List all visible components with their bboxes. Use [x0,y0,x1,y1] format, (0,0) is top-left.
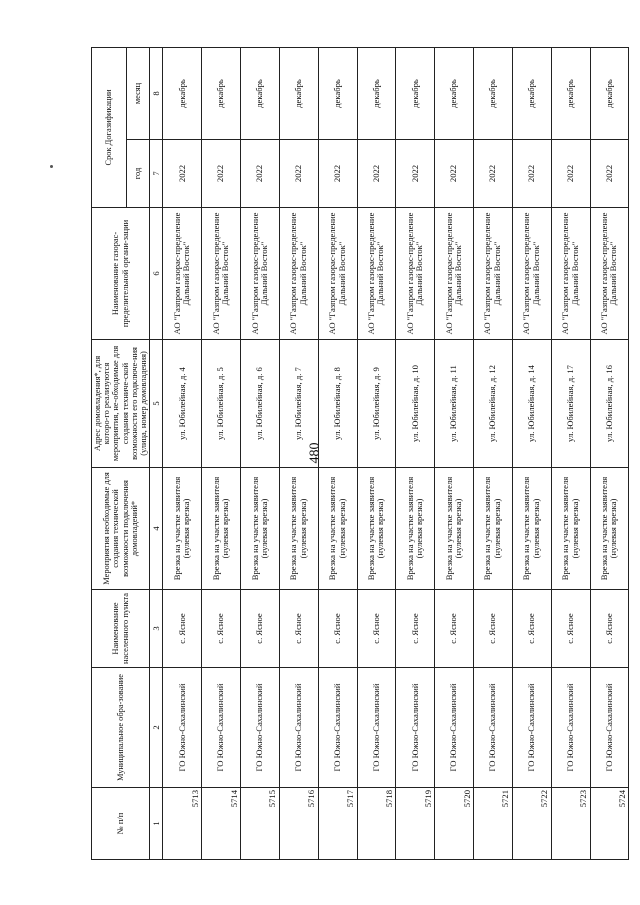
row-settlement: с. Ясное [551,590,590,668]
row-month: декабрь [396,47,435,139]
row-settlement: с. Ясное [474,590,513,668]
col-number: 3 [150,590,163,668]
row-address: ул. Юбилейная, д. 9 [357,340,396,468]
row-settlement: с. Ясное [241,590,280,668]
row-municipality: ГО Южно-Сахалинский [590,668,629,788]
row-municipality: ГО Южно-Сахалинский [318,668,357,788]
gasification-table [91,47,629,860]
row-address: ул. Юбилейная, д. 10 [396,340,435,468]
row-settlement: с. Ясное [590,590,629,668]
scan-speck [50,165,53,168]
row-org: АО "Газпром газорас-пределение Дальний Восток" [512,208,551,340]
table-row [435,47,474,859]
header-org: Наименование газорас-пределительной органи-зации [92,208,150,340]
row-settlement: с. Ясное [163,590,202,668]
row-year: 2022 [512,140,551,208]
row-month: декабрь [551,47,590,139]
row-year: 2022 [590,140,629,208]
row-address: ул. Юбилейная, д. 12 [474,340,513,468]
row-measure: Врезка на участке заявителя (нулевая врезка) [318,468,357,590]
table-row [202,47,241,859]
row-month: декабрь [590,47,629,139]
row-measure: Врезка на участке заявителя (нулевая врезка) [357,468,396,590]
col-number: 2 [150,668,163,788]
row-settlement: с. Ясное [357,590,396,668]
table-row [396,47,435,859]
table-row [551,47,590,859]
row-month: декабрь [202,47,241,139]
row-num: 5719 [396,788,435,860]
table-row [590,47,629,859]
row-measure: Врезка на участке заявителя (нулевая врезка) [590,468,629,590]
row-num: 5724 [590,788,629,860]
table-row [241,47,280,859]
row-org: АО "Газпром газорас-пределение Дальний Восток" [396,208,435,340]
row-year: 2022 [318,140,357,208]
row-num: 5714 [202,788,241,860]
col-number: 4 [150,468,163,590]
row-measure: Врезка на участке заявителя (нулевая врезка) [396,468,435,590]
row-address: ул. Юбилейная, д. 7 [279,340,318,468]
row-month: декабрь [318,47,357,139]
row-year: 2022 [474,140,513,208]
header-num: № п/п [92,788,150,860]
col-number: 7 [150,140,163,208]
row-address: ул. Юбилейная, д. 5 [202,340,241,468]
row-municipality: ГО Южно-Сахалинский [163,668,202,788]
row-org: АО "Газпром газорас-пределение Дальний Восток" [279,208,318,340]
row-measure: Врезка на участке заявителя (нулевая врезка) [474,468,513,590]
rotated-table-wrapper [91,48,625,860]
row-month: декабрь [357,47,396,139]
row-num: 5723 [551,788,590,860]
row-year: 2022 [357,140,396,208]
row-settlement: с. Ясное [279,590,318,668]
row-num: 5722 [512,788,551,860]
row-org: АО "Газпром газорас-пределение Дальний Восток" [241,208,280,340]
col-number: 8 [150,47,163,139]
row-num: 5717 [318,788,357,860]
row-municipality: ГО Южно-Сахалинский [474,668,513,788]
row-municipality: ГО Южно-Сахалинский [396,668,435,788]
row-year: 2022 [396,140,435,208]
row-month: декабрь [241,47,280,139]
row-measure: Врезка на участке заявителя (нулевая врезка) [435,468,474,590]
row-address: ул. Юбилейная, д. 14 [512,340,551,468]
row-measure: Врезка на участке заявителя (нулевая врезка) [163,468,202,590]
row-year: 2022 [551,140,590,208]
row-municipality: ГО Южно-Сахалинский [279,668,318,788]
col-number: 1 [150,788,163,860]
row-municipality: ГО Южно-Сахалинский [435,668,474,788]
col-number: 6 [150,208,163,340]
row-month: декабрь [474,47,513,139]
row-year: 2022 [435,140,474,208]
row-measure: Врезка на участке заявителя (нулевая врезка) [202,468,241,590]
row-municipality: ГО Южно-Сахалинский [551,668,590,788]
row-year: 2022 [279,140,318,208]
row-address: ул. Юбилейная, д. 8 [318,340,357,468]
header-month: месяц [126,47,150,139]
row-month: декабрь [279,47,318,139]
table-body [163,47,629,859]
row-num: 5715 [241,788,280,860]
row-address: ул. Юбилейная, д. 11 [435,340,474,468]
row-month: декабрь [163,47,202,139]
row-year: 2022 [202,140,241,208]
row-address: ул. Юбилейная, д. 16 [590,340,629,468]
header-settlement: Наименование населенного пункта [92,590,150,668]
row-settlement: с. Ясное [202,590,241,668]
row-measure: Врезка на участке заявителя (нулевая врезка) [241,468,280,590]
row-measure: Врезка на участке заявителя (нулевая врезка) [551,468,590,590]
row-address: ул. Юбилейная, д. 6 [241,340,280,468]
row-municipality: ГО Южно-Сахалинский [357,668,396,788]
row-settlement: с. Ясное [318,590,357,668]
row-settlement: с. Ясное [512,590,551,668]
table-row [357,47,396,859]
row-num: 5718 [357,788,396,860]
table-row [163,47,202,859]
row-measure: Врезка на участке заявителя (нулевая врезка) [512,468,551,590]
row-org: АО "Газпром газорас-пределение Дальний Восток" [551,208,590,340]
row-num: 5716 [279,788,318,860]
row-org: АО "Газпром газорас-пределение Дальний Восток" [357,208,396,340]
row-month: декабрь [512,47,551,139]
page-number: 480 [307,442,323,464]
row-settlement: с. Ясное [396,590,435,668]
header-address: Адрес домовладения*, для которо-го реализуются мероприятия, не-обходимые для создания техниче-ской возможности его подключе-ния (улица, номер домовладения) [92,340,150,468]
table-row [279,47,318,859]
column-numbers-row [150,47,163,859]
row-org: АО "Газпром газорас-пределение Дальний Восток" [163,208,202,340]
header-municipality: Муниципальное обра-зование [92,668,150,788]
row-year: 2022 [241,140,280,208]
header-measure: Мероприятия необходимые для создания технической возможности подключения домовладений* [92,468,150,590]
row-year: 2022 [163,140,202,208]
table-row [474,47,513,859]
row-org: АО "Газпром газорас-пределение Дальний Восток" [202,208,241,340]
header-deadline: Срок Догазификации [92,47,127,207]
row-num: 5713 [163,788,202,860]
row-month: декабрь [435,47,474,139]
row-num: 5720 [435,788,474,860]
row-municipality: ГО Южно-Сахалинский [241,668,280,788]
row-org: АО "Газпром газорас-пределение Дальний Восток" [318,208,357,340]
row-municipality: ГО Южно-Сахалинский [512,668,551,788]
row-address: ул. Юбилейная, д. 17 [551,340,590,468]
row-measure: Врезка на участке заявителя (нулевая врезка) [279,468,318,590]
table-row [512,47,551,859]
header-row-1 [92,47,127,859]
col-number: 5 [150,340,163,468]
row-municipality: ГО Южно-Сахалинский [202,668,241,788]
row-settlement: с. Ясное [435,590,474,668]
row-org: АО "Газпром газорас-пределение Дальний Восток" [590,208,629,340]
table-row [318,47,357,859]
row-org: АО "Газпром газорас-пределение Дальний Восток" [435,208,474,340]
header-year: год [126,140,150,208]
row-org: АО "Газпром газорас-пределение Дальний Восток" [474,208,513,340]
row-num: 5721 [474,788,513,860]
row-address: ул. Юбилейная, д. 4 [163,340,202,468]
